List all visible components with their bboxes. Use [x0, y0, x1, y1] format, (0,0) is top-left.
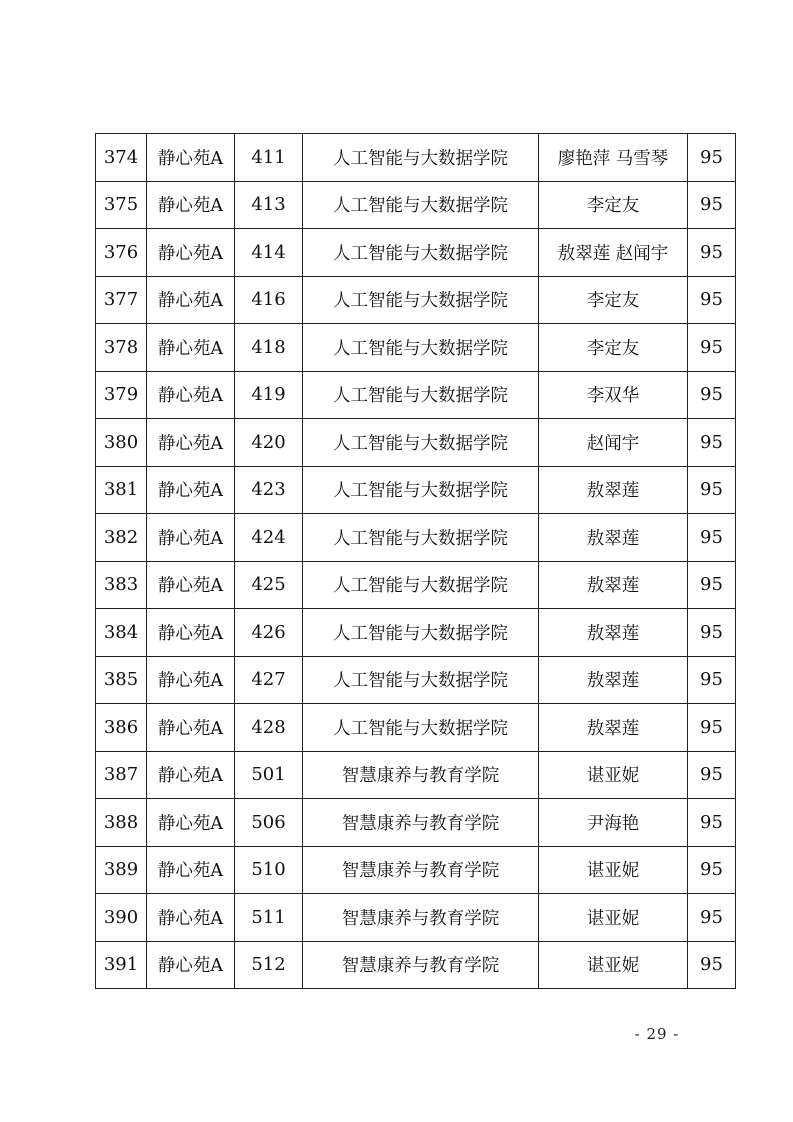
cell-room-number: 512 [235, 941, 303, 989]
table-row [96, 371, 736, 419]
cell-serial-number: 375 [96, 181, 147, 229]
cell-score: 95 [688, 656, 736, 704]
table-row [96, 941, 736, 989]
cell-staff: 廖艳萍 马雪琴 [539, 134, 688, 182]
cell-serial-number: 390 [96, 894, 147, 942]
cell-room-number: 413 [235, 181, 303, 229]
cell-score: 95 [688, 134, 736, 182]
cell-building: 静心苑A [147, 371, 235, 419]
cell-score: 95 [688, 514, 736, 562]
cell-room-number: 510 [235, 846, 303, 894]
cell-college: 人工智能与大数据学院 [303, 704, 539, 752]
cell-building: 静心苑A [147, 466, 235, 514]
cell-college: 智慧康养与教育学院 [303, 799, 539, 847]
cell-college: 人工智能与大数据学院 [303, 371, 539, 419]
cell-score: 95 [688, 609, 736, 657]
table-row [96, 324, 736, 372]
cell-score: 95 [688, 561, 736, 609]
cell-room-number: 418 [235, 324, 303, 372]
cell-building: 静心苑A [147, 514, 235, 562]
cell-score: 95 [688, 751, 736, 799]
cell-score: 95 [688, 276, 736, 324]
cell-staff: 谌亚妮 [539, 894, 688, 942]
cell-score: 95 [688, 371, 736, 419]
cell-staff: 谌亚妮 [539, 941, 688, 989]
cell-serial-number: 385 [96, 656, 147, 704]
cell-room-number: 416 [235, 276, 303, 324]
cell-serial-number: 377 [96, 276, 147, 324]
cell-building: 静心苑A [147, 656, 235, 704]
cell-building: 静心苑A [147, 276, 235, 324]
cell-college: 人工智能与大数据学院 [303, 419, 539, 467]
cell-room-number: 420 [235, 419, 303, 467]
cell-room-number: 501 [235, 751, 303, 799]
cell-college: 人工智能与大数据学院 [303, 514, 539, 562]
cell-building: 静心苑A [147, 799, 235, 847]
cell-serial-number: 383 [96, 561, 147, 609]
cell-building: 静心苑A [147, 941, 235, 989]
cell-serial-number: 374 [96, 134, 147, 182]
cell-building: 静心苑A [147, 229, 235, 277]
cell-room-number: 511 [235, 894, 303, 942]
cell-college: 人工智能与大数据学院 [303, 466, 539, 514]
table-row [96, 276, 736, 324]
cell-college: 人工智能与大数据学院 [303, 134, 539, 182]
cell-building: 静心苑A [147, 324, 235, 372]
cell-college: 人工智能与大数据学院 [303, 324, 539, 372]
cell-college: 人工智能与大数据学院 [303, 656, 539, 704]
cell-staff: 谌亚妮 [539, 846, 688, 894]
cell-building: 静心苑A [147, 846, 235, 894]
table-row [96, 799, 736, 847]
cell-staff: 敖翠莲 [539, 609, 688, 657]
cell-score: 95 [688, 799, 736, 847]
cell-room-number: 419 [235, 371, 303, 419]
cell-room-number: 411 [235, 134, 303, 182]
cell-score: 95 [688, 846, 736, 894]
cell-serial-number: 381 [96, 466, 147, 514]
cell-serial-number: 382 [96, 514, 147, 562]
cell-staff: 敖翠莲 赵闻宇 [539, 229, 688, 277]
cell-staff: 李双华 [539, 371, 688, 419]
table-row [96, 561, 736, 609]
cell-staff: 尹海艳 [539, 799, 688, 847]
cell-serial-number: 376 [96, 229, 147, 277]
cell-serial-number: 387 [96, 751, 147, 799]
cell-score: 95 [688, 181, 736, 229]
cell-serial-number: 384 [96, 609, 147, 657]
table-row [96, 846, 736, 894]
cell-serial-number: 391 [96, 941, 147, 989]
cell-building: 静心苑A [147, 134, 235, 182]
cell-room-number: 423 [235, 466, 303, 514]
cell-college: 智慧康养与教育学院 [303, 894, 539, 942]
cell-college: 人工智能与大数据学院 [303, 276, 539, 324]
cell-serial-number: 386 [96, 704, 147, 752]
table-row [96, 751, 736, 799]
cell-building: 静心苑A [147, 704, 235, 752]
cell-score: 95 [688, 941, 736, 989]
cell-staff: 谌亚妮 [539, 751, 688, 799]
cell-college: 人工智能与大数据学院 [303, 609, 539, 657]
cell-college: 人工智能与大数据学院 [303, 229, 539, 277]
table-row [96, 514, 736, 562]
cell-serial-number: 380 [96, 419, 147, 467]
page-number: - 29 - [634, 1025, 680, 1043]
cell-college: 人工智能与大数据学院 [303, 561, 539, 609]
table-row [96, 181, 736, 229]
cell-room-number: 414 [235, 229, 303, 277]
cell-building: 静心苑A [147, 609, 235, 657]
dormitory-score-table [95, 133, 736, 989]
cell-college: 人工智能与大数据学院 [303, 181, 539, 229]
cell-building: 静心苑A [147, 419, 235, 467]
cell-staff: 敖翠莲 [539, 514, 688, 562]
cell-score: 95 [688, 419, 736, 467]
table-body [96, 134, 736, 989]
cell-serial-number: 378 [96, 324, 147, 372]
cell-serial-number: 379 [96, 371, 147, 419]
cell-staff: 敖翠莲 [539, 466, 688, 514]
cell-room-number: 427 [235, 656, 303, 704]
cell-room-number: 426 [235, 609, 303, 657]
table-row [96, 466, 736, 514]
cell-room-number: 424 [235, 514, 303, 562]
cell-score: 95 [688, 704, 736, 752]
cell-staff: 李定友 [539, 324, 688, 372]
cell-room-number: 506 [235, 799, 303, 847]
table-row [96, 704, 736, 752]
table-row [96, 656, 736, 704]
cell-staff: 赵闻宇 [539, 419, 688, 467]
cell-building: 静心苑A [147, 751, 235, 799]
cell-serial-number: 388 [96, 799, 147, 847]
table-row [96, 609, 736, 657]
cell-room-number: 428 [235, 704, 303, 752]
cell-college: 智慧康养与教育学院 [303, 941, 539, 989]
cell-building: 静心苑A [147, 894, 235, 942]
cell-college: 智慧康养与教育学院 [303, 846, 539, 894]
cell-staff: 李定友 [539, 181, 688, 229]
cell-room-number: 425 [235, 561, 303, 609]
cell-staff: 敖翠莲 [539, 704, 688, 752]
table-row [96, 134, 736, 182]
cell-staff: 敖翠莲 [539, 561, 688, 609]
cell-staff: 李定友 [539, 276, 688, 324]
table-row [96, 419, 736, 467]
cell-score: 95 [688, 324, 736, 372]
table-row [96, 894, 736, 942]
table-row [96, 229, 736, 277]
cell-score: 95 [688, 466, 736, 514]
cell-serial-number: 389 [96, 846, 147, 894]
cell-staff: 敖翠莲 [539, 656, 688, 704]
cell-score: 95 [688, 229, 736, 277]
cell-score: 95 [688, 894, 736, 942]
cell-college: 智慧康养与教育学院 [303, 751, 539, 799]
cell-building: 静心苑A [147, 181, 235, 229]
cell-building: 静心苑A [147, 561, 235, 609]
